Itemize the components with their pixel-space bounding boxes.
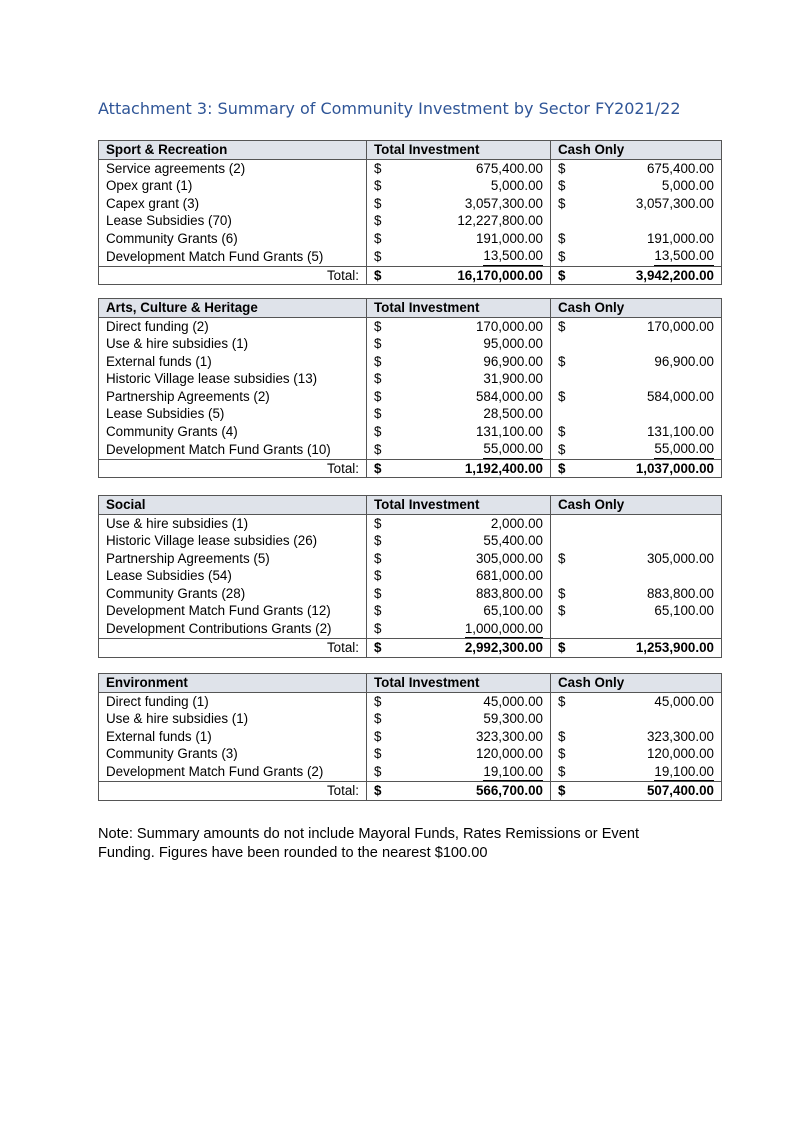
cash-only-value: 170,000.00 [646, 318, 714, 334]
cash-only-cell [551, 212, 722, 230]
cash-only-value: 45,000.00 [654, 693, 714, 709]
table-row [99, 159, 722, 177]
total-investment-value: 65,100.00 [483, 603, 543, 618]
table-row [99, 602, 722, 620]
sector-table [98, 140, 722, 285]
cash-only-value: 191,000.00 [646, 230, 714, 246]
currency-symbol: $ [374, 621, 382, 636]
cash-only-cell [551, 567, 722, 585]
cash-only-cell [551, 532, 722, 550]
total-investment-value: 120,000.00 [475, 746, 543, 761]
table-row [99, 620, 722, 639]
total-investment-value: 1,000,000.00 [465, 620, 543, 639]
row-label: Use & hire subsidies (1) [99, 335, 367, 353]
total-investment-cell [367, 177, 551, 195]
currency-symbol: $ [558, 693, 566, 709]
table-row [99, 585, 722, 603]
total-investment-value: 170,000.00 [475, 318, 543, 334]
currency-symbol: $ [374, 230, 382, 246]
row-label: Community Grants (28) [99, 585, 367, 603]
table-row [99, 405, 722, 423]
currency-symbol: $ [374, 178, 382, 193]
total-investment-heading: Total Investment [367, 299, 551, 318]
currency-symbol: $ [558, 248, 566, 264]
total-investment-cell [367, 692, 551, 710]
total-investment-cell [367, 728, 551, 746]
total-investment-cell [367, 602, 551, 620]
currency-symbol: $ [558, 746, 566, 761]
row-label: Partnership Agreements (5) [99, 550, 367, 568]
table-row [99, 532, 722, 550]
total-row [99, 266, 722, 285]
currency-symbol: $ [374, 388, 382, 404]
total-investment-value: 5,000.00 [490, 178, 543, 193]
cash-only-value: 323,300.00 [646, 728, 714, 744]
sector-table-wrapper [98, 495, 721, 658]
cash-only-cell [551, 195, 722, 213]
currency-symbol: $ [374, 423, 382, 439]
sector-table-wrapper [98, 298, 721, 478]
currency-symbol: $ [374, 550, 382, 566]
row-label: External funds (1) [99, 353, 367, 371]
row-label: Development Match Fund Grants (5) [99, 247, 367, 266]
row-label: Community Grants (4) [99, 423, 367, 441]
currency-symbol: $ [374, 213, 382, 228]
total-investment-value: 19,100.00 [483, 763, 543, 782]
row-label: Opex grant (1) [99, 177, 367, 195]
total-investment-sum: 566,700.00 [475, 783, 543, 798]
table-row [99, 212, 722, 230]
cash-only-heading: Cash Only [551, 496, 722, 515]
sector-table-wrapper [98, 673, 721, 801]
total-investment-heading: Total Investment [367, 141, 551, 160]
currency-symbol: $ [558, 728, 566, 744]
cash-only-cell [551, 335, 722, 353]
cash-only-sum: 1,253,900.00 [635, 640, 714, 655]
row-label: Lease Subsidies (70) [99, 212, 367, 230]
currency-symbol: $ [374, 515, 382, 531]
row-label: Service agreements (2) [99, 159, 367, 177]
cash-only-value: 13,500.00 [654, 247, 714, 266]
cash-only-cell [551, 159, 722, 177]
currency-symbol: $ [558, 195, 566, 211]
cash-only-value: 584,000.00 [646, 388, 714, 404]
summary-note: Note: Summary amounts do not include Mayoral Funds, Rates Remissions or Event Funding. Figures have been rounded to the nearest $100.00 [98, 826, 640, 861]
total-row [99, 459, 722, 478]
total-investment-value: 2,000.00 [490, 515, 543, 531]
total-investment-cell [367, 514, 551, 532]
total-investment-heading: Total Investment [367, 674, 551, 693]
currency-symbol: $ [558, 550, 566, 566]
table-row [99, 195, 722, 213]
row-label: Development Contributions Grants (2) [99, 620, 367, 639]
currency-symbol: $ [374, 353, 382, 369]
cash-only-value: 19,100.00 [654, 763, 714, 782]
total-investment-cell [367, 620, 551, 639]
currency-symbol: $ [374, 195, 382, 211]
cash-only-value: 65,100.00 [654, 603, 714, 618]
currency-symbol: $ [558, 460, 566, 476]
currency-symbol: $ [374, 160, 382, 176]
sector-heading: Arts, Culture & Heritage [99, 299, 367, 318]
row-label: Development Match Fund Grants (2) [99, 763, 367, 782]
cash-only-cell [551, 692, 722, 710]
cash-only-heading: Cash Only [551, 141, 722, 160]
row-label: External funds (1) [99, 728, 367, 746]
cash-only-sum: 507,400.00 [646, 783, 714, 798]
currency-symbol: $ [558, 353, 566, 369]
total-investment-value: 96,900.00 [483, 353, 543, 369]
table-row [99, 440, 722, 459]
total-investment-cell [367, 710, 551, 728]
table-row [99, 514, 722, 532]
row-label: Capex grant (3) [99, 195, 367, 213]
cash-only-value: 131,100.00 [646, 423, 714, 439]
table-row [99, 728, 722, 746]
row-label: Lease Subsidies (54) [99, 567, 367, 585]
row-label: Community Grants (6) [99, 230, 367, 248]
total-investment-cell [367, 335, 551, 353]
currency-symbol: $ [374, 603, 382, 618]
cash-only-cell [551, 710, 722, 728]
total-investment-value: 681,000.00 [475, 568, 543, 583]
row-label: Development Match Fund Grants (12) [99, 602, 367, 620]
total-investment-cell [367, 550, 551, 568]
cash-only-sum: 3,942,200.00 [635, 267, 714, 283]
currency-symbol: $ [558, 267, 566, 283]
cash-only-value: 96,900.00 [654, 353, 714, 369]
currency-symbol: $ [374, 764, 382, 779]
total-investment-value: 95,000.00 [483, 336, 543, 351]
total-investment-value: 305,000.00 [475, 550, 543, 566]
cash-only-cell [551, 728, 722, 746]
cash-only-cell [551, 763, 722, 782]
total-investment-value: 323,300.00 [475, 728, 543, 744]
total-investment-sum-cell [367, 459, 551, 478]
total-row [99, 782, 722, 801]
currency-symbol: $ [374, 783, 382, 798]
total-investment-cell [367, 567, 551, 585]
cash-only-sum-cell [551, 266, 722, 285]
total-investment-value: 59,300.00 [483, 711, 543, 726]
total-investment-sum: 16,170,000.00 [457, 267, 543, 283]
total-investment-sum-cell [367, 266, 551, 285]
cash-only-cell [551, 247, 722, 266]
total-investment-value: 883,800.00 [475, 585, 543, 601]
currency-symbol: $ [374, 441, 382, 457]
currency-symbol: $ [374, 728, 382, 744]
currency-symbol: $ [558, 585, 566, 601]
row-label: Development Match Fund Grants (10) [99, 440, 367, 459]
total-investment-cell [367, 353, 551, 371]
cash-only-cell [551, 230, 722, 248]
cash-only-sum: 1,037,000.00 [635, 460, 714, 476]
cash-only-cell [551, 405, 722, 423]
currency-symbol: $ [558, 764, 566, 779]
total-investment-value: 28,500.00 [483, 406, 543, 421]
total-investment-sum-cell [367, 782, 551, 801]
cash-only-value: 55,000.00 [654, 440, 714, 459]
currency-symbol: $ [558, 640, 566, 655]
total-investment-value: 12,227,800.00 [457, 213, 543, 228]
page-title: Attachment 3: Summary of Community Investment by Sector FY2021/22 [98, 99, 681, 118]
currency-symbol: $ [374, 640, 382, 655]
sector-heading: Environment [99, 674, 367, 693]
table-row [99, 353, 722, 371]
currency-symbol: $ [374, 248, 382, 264]
currency-symbol: $ [558, 783, 566, 798]
total-investment-cell [367, 230, 551, 248]
cash-only-cell [551, 745, 722, 763]
row-label: Partnership Agreements (2) [99, 388, 367, 406]
cash-only-cell [551, 440, 722, 459]
table-row [99, 745, 722, 763]
cash-only-value: 5,000.00 [661, 178, 714, 193]
cash-only-sum-cell [551, 639, 722, 658]
currency-symbol: $ [374, 406, 382, 421]
table-header-row [99, 141, 722, 160]
table-row [99, 763, 722, 782]
table-row [99, 230, 722, 248]
cash-only-sum-cell [551, 782, 722, 801]
cash-only-cell [551, 317, 722, 335]
total-investment-value: 675,400.00 [475, 160, 543, 176]
currency-symbol: $ [374, 267, 382, 283]
table-row [99, 177, 722, 195]
row-label: Direct funding (2) [99, 317, 367, 335]
table-header-row [99, 496, 722, 515]
table-header-row [99, 299, 722, 318]
total-investment-value: 131,100.00 [475, 423, 543, 439]
sector-table [98, 673, 722, 801]
currency-symbol: $ [374, 533, 382, 548]
cash-only-cell [551, 602, 722, 620]
total-investment-value: 55,400.00 [483, 533, 543, 548]
total-investment-cell [367, 423, 551, 441]
table-row [99, 692, 722, 710]
total-investment-cell [367, 532, 551, 550]
sector-heading: Sport & Recreation [99, 141, 367, 160]
cash-only-cell [551, 620, 722, 639]
currency-symbol: $ [374, 693, 382, 709]
cash-only-value: 120,000.00 [646, 746, 714, 761]
table-row [99, 370, 722, 388]
row-label: Historic Village lease subsidies (26) [99, 532, 367, 550]
cash-only-cell [551, 585, 722, 603]
cash-only-cell [551, 514, 722, 532]
total-investment-cell [367, 195, 551, 213]
table-row [99, 567, 722, 585]
currency-symbol: $ [374, 568, 382, 583]
total-investment-cell [367, 317, 551, 335]
total-label: Total: [99, 459, 367, 478]
total-investment-cell [367, 763, 551, 782]
currency-symbol: $ [558, 230, 566, 246]
currency-symbol: $ [374, 746, 382, 761]
table-row [99, 388, 722, 406]
table-row [99, 550, 722, 568]
total-investment-cell [367, 405, 551, 423]
cash-only-cell [551, 353, 722, 371]
cash-only-cell [551, 177, 722, 195]
total-investment-value: 191,000.00 [475, 230, 543, 246]
total-investment-cell [367, 212, 551, 230]
currency-symbol: $ [558, 441, 566, 457]
currency-symbol: $ [558, 160, 566, 176]
cash-only-sum-cell [551, 459, 722, 478]
total-row [99, 639, 722, 658]
total-investment-cell [367, 440, 551, 459]
cash-only-value: 675,400.00 [646, 160, 714, 176]
row-label: Use & hire subsidies (1) [99, 514, 367, 532]
currency-symbol: $ [374, 318, 382, 334]
total-investment-cell [367, 745, 551, 763]
total-investment-value: 45,000.00 [483, 693, 543, 709]
cash-only-heading: Cash Only [551, 299, 722, 318]
row-label: Direct funding (1) [99, 692, 367, 710]
row-label: Lease Subsidies (5) [99, 405, 367, 423]
total-investment-cell [367, 159, 551, 177]
sector-heading: Social [99, 496, 367, 515]
total-label: Total: [99, 266, 367, 285]
cash-only-cell [551, 370, 722, 388]
total-investment-value: 13,500.00 [483, 247, 543, 266]
currency-symbol: $ [558, 603, 566, 618]
total-investment-value: 584,000.00 [475, 388, 543, 404]
cash-only-cell [551, 388, 722, 406]
total-label: Total: [99, 782, 367, 801]
table-row [99, 710, 722, 728]
cash-only-heading: Cash Only [551, 674, 722, 693]
cash-only-cell [551, 550, 722, 568]
total-investment-cell [367, 247, 551, 266]
table-row [99, 335, 722, 353]
total-investment-sum-cell [367, 639, 551, 658]
total-investment-cell [367, 370, 551, 388]
currency-symbol: $ [374, 711, 382, 726]
total-investment-value: 3,057,300.00 [464, 195, 543, 211]
sector-table-wrapper [98, 140, 721, 285]
currency-symbol: $ [558, 318, 566, 334]
row-label: Community Grants (3) [99, 745, 367, 763]
currency-symbol: $ [374, 460, 382, 476]
currency-symbol: $ [374, 336, 382, 351]
cash-only-value: 883,800.00 [646, 585, 714, 601]
total-investment-value: 55,000.00 [483, 440, 543, 459]
total-investment-value: 31,900.00 [483, 371, 543, 386]
currency-symbol: $ [558, 178, 566, 193]
table-header-row [99, 674, 722, 693]
cash-only-cell [551, 423, 722, 441]
sector-table [98, 298, 722, 478]
currency-symbol: $ [374, 371, 382, 386]
total-label: Total: [99, 639, 367, 658]
total-investment-heading: Total Investment [367, 496, 551, 515]
total-investment-cell [367, 388, 551, 406]
table-row [99, 247, 722, 266]
cash-only-value: 305,000.00 [646, 550, 714, 566]
currency-symbol: $ [374, 585, 382, 601]
total-investment-cell [367, 585, 551, 603]
table-row [99, 317, 722, 335]
cash-only-value: 3,057,300.00 [635, 195, 714, 211]
row-label: Historic Village lease subsidies (13) [99, 370, 367, 388]
sector-table [98, 495, 722, 658]
total-investment-sum: 2,992,300.00 [464, 640, 543, 655]
row-label: Use & hire subsidies (1) [99, 710, 367, 728]
currency-symbol: $ [558, 388, 566, 404]
table-row [99, 423, 722, 441]
total-investment-sum: 1,192,400.00 [464, 460, 543, 476]
currency-symbol: $ [558, 423, 566, 439]
